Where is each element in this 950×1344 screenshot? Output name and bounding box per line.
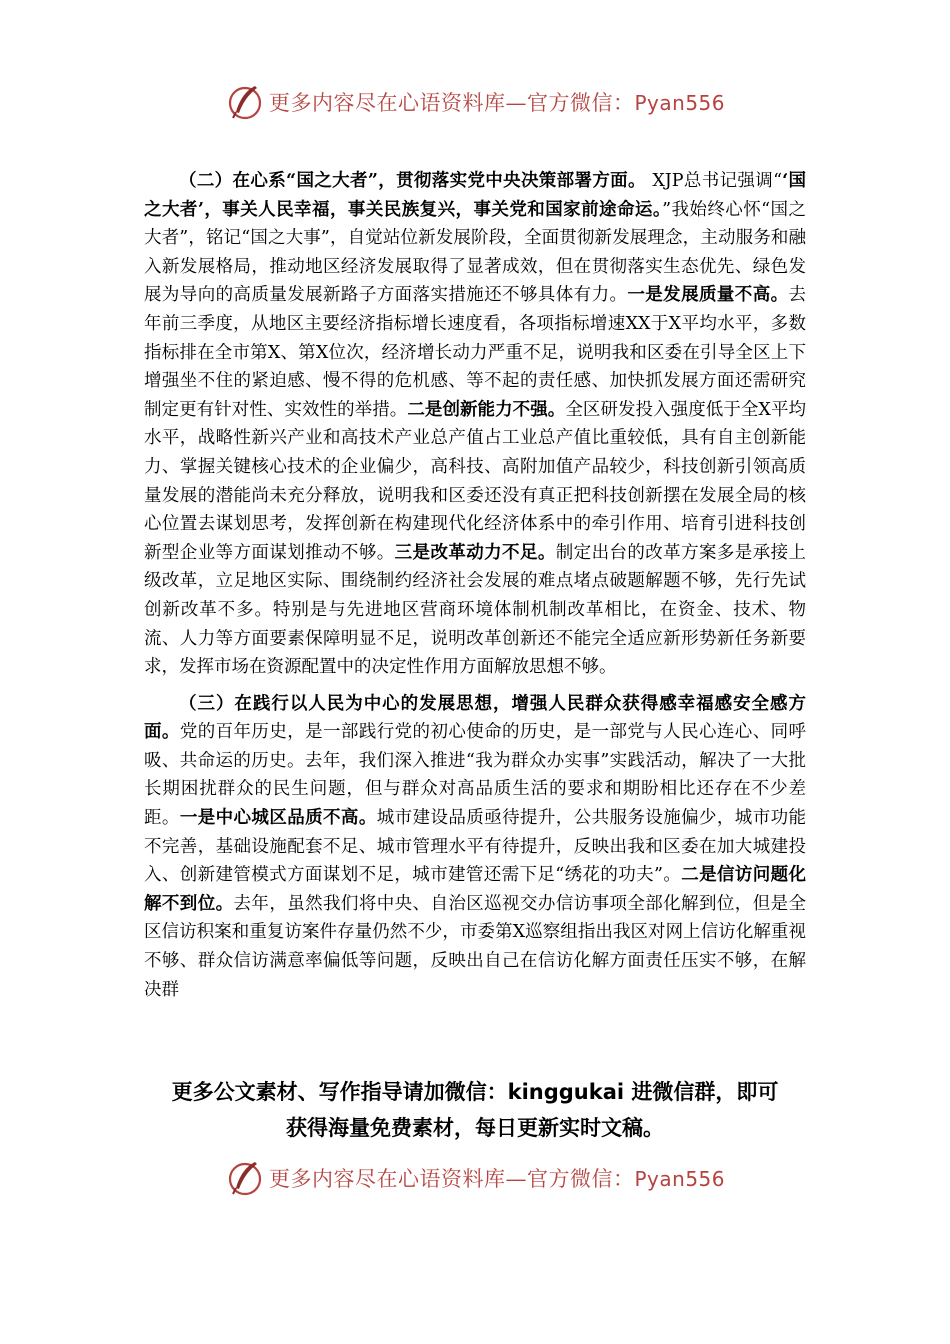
feather-pen-icon — [225, 1158, 265, 1198]
watermark-text — [269, 1163, 725, 1193]
paragraph — [144, 690, 806, 1005]
watermark-header-top — [0, 72, 950, 132]
body-text: 城市建设品质亟待提升，公共服务设施偏少，城市功能不完善，基础设施配套不足、城市管理水平有待提升，反映出我和区委在加大城建投入、创新建管模式方面谋划不足，城市建管还需下足“绣花的功夫”。 — [144, 808, 807, 886]
watermark-wechat-id: Pyan556 — [634, 1167, 725, 1191]
promo-line-2: 获得海量免费素材，每日更新实时文稿。 — [286, 1116, 664, 1140]
bold-text: （三）在践行以人民为中心的发展思想，增强人民群众获得感幸福感安全感方面。 — [144, 693, 806, 743]
bold-text: 一是发展质量不高。 — [627, 285, 789, 306]
watermark-text-cn: 更多内容尽在心语资料库—官方微信： — [268, 91, 635, 115]
watermark-text — [269, 87, 725, 117]
body-text: ”我始终心怀“国之大者”，铭记“国之大事”，自觉站位新发展阶段，全面贯彻新发展理念，主动服务和融入新发展格局，推动地区经济发展取得了显著成效，但在贯彻落实生态优先、绿色发展为导向的高质量发展新路子方面落实措施还不够具体有力。 — [144, 199, 806, 306]
feather-pen-icon — [225, 82, 265, 122]
bold-text: 二是创新能力不强。 — [407, 399, 566, 420]
promo-line-1: 更多公文素材、写作指导请加微信：kinggukai 进微信群，即可 — [171, 1080, 779, 1104]
watermark-text-cn: 更多内容尽在心语资料库—官方微信： — [268, 1167, 635, 1191]
promo-banner — [100, 1074, 850, 1146]
bold-text: ‘国之大者’，事关人民幸福，事关民族复兴，事关党和国家前途命运。 — [144, 171, 806, 220]
body-text: XJP总书记强调“ — [652, 171, 783, 191]
bold-text: 二是信访问题化解不到位。 — [144, 865, 806, 914]
body-text: 制定出台的改革方案多是承接上级改革，立足地区实际、围绕制约经济社会发展的难点堵点破题解题不够，先行先试创新改革不多。特别是与先进地区营商环境体制机制改革相比，在资金、技术、物流、人力等方面要素保障明显不足，说明改革创新还不能完全适应新形势新任务新要求，发挥市场在资源配置中的决定性作用方面解放思想不够。 — [144, 542, 807, 678]
watermark-header-bottom — [0, 1148, 950, 1208]
paragraph — [144, 167, 806, 682]
bold-text: 三是改革动力不足。 — [394, 542, 556, 563]
watermark-wechat-id: Pyan556 — [634, 91, 725, 115]
body-text: 去年，虽然我们将中央、自治区巡视交办信访事项全部化解到位，但是全区信访积案和重复访案件存量仍然不少，市委第X巡察组指出我区对网上信访化解重视不够、群众信访满意率偏低等问题，反映出自己在信访化解方面责任压实不够，在解决群 — [144, 893, 806, 1000]
bold-text: （二）在心系“国之大者”，贯彻落实党中央决策部署方面。 — [179, 171, 653, 191]
document-body — [144, 167, 806, 1004]
bold-text: 一是中心城区品质不高。 — [179, 808, 377, 829]
body-text: 党的百年历史，是一部践行党的初心使命的历史，是一部党与人民心连心、同呼吸、共命运的历史。去年，我们深入推进“我为群众办实事”实践活动，解决了一大批长期困扰群众的民生问题，但与群众对高品质生活的要求和期盼相比还存在不少差距。 — [144, 722, 807, 829]
body-text: 全区研发投入强度低于全X平均水平，战略性新兴产业和高技术产业总产值占工业总产值比重较低，具有自主创新能力、掌握关键核心技术的企业偏少，高科技、高附加值产品较少，科技创新引领高质量发展的潜能尚未充分释放，说明我和区委还没有真正把科技创新摆在发展全局的核心位置去谋划思考，发挥创新在构建现代化经济体系中的牵引作用、培育引进科技创新型企业等方面谋划推动不够。 — [144, 399, 806, 563]
body-text: 去年前三季度，从地区主要经济指标增长速度看，各项指标增速XX于X平均水平，多数指标排在全市第X、第X位次，经济增长动力严重不足，说明我和区委在引导全区上下增强坐不住的紧迫感、慢不得的危机感、等不起的责任感、加快抓发展方面还需研究制定更有针对性、实效性的举措。 — [144, 285, 806, 420]
